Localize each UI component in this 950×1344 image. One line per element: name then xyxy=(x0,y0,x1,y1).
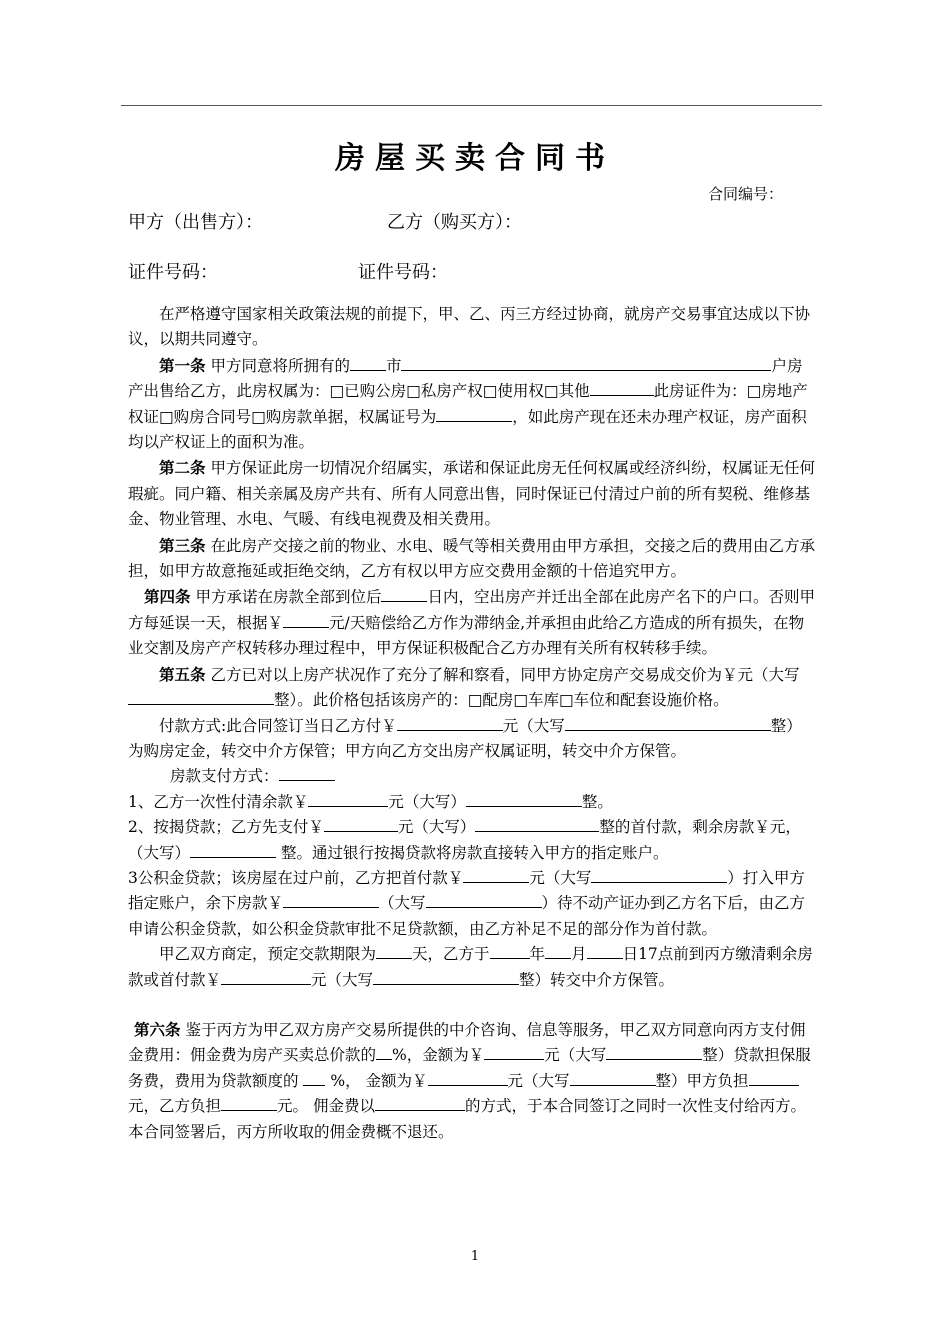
blank-line xyxy=(463,867,529,883)
article-6: 第六条 鉴于丙方为甲乙双方房产交易所提供的中介咨询、信息等服务，甲乙双方同意向丙方支付佣金费用：佣金费为房产买卖总价款的 %，金额为￥ 元（大写 整）贷款担保服务费，费用为贷款额度的 %， 金额为￥ 元（大写 整）甲方负担元，乙方负担 元。 佣金费以 的方式，于本合同签订之同时一次性支付给丙方。本合同签署后，丙方所收取的佣金费概不退还。 xyxy=(128,1019,811,1141)
blank-line xyxy=(466,791,582,807)
blank-line xyxy=(221,969,311,985)
blank-line xyxy=(375,1095,465,1111)
contract-number-label: 合同编号： xyxy=(708,185,784,203)
party-a-label: 甲方（出售方）： xyxy=(128,212,263,233)
blank-line xyxy=(428,1070,508,1086)
payment-deadline: 甲乙双方商定，预定交款期限为 天，乙方于 年 月 日17点前到丙方缴清剩余房款或首付款￥ 元（大写 整）转交中介方保管。 xyxy=(128,945,813,989)
payment-option-2: 2、按揭贷款；乙方先支付￥ 元（大写） 整的首付款，剩余房款￥元，（大写） 整。通过银行按揭贷款将房款直接转入甲方的指定账户。 xyxy=(128,818,801,862)
party-a-id-label: 证件号码： xyxy=(128,262,218,283)
blank-line xyxy=(283,612,329,628)
article-1-heading: 第一条 xyxy=(159,355,206,375)
article-4-heading: 第四条 xyxy=(144,587,191,607)
article-5-heading: 第五条 xyxy=(159,664,206,684)
article-4: 第四条 甲方承诺在房款全部到位后 日内，空出房产并迁出全部在此房产名下的户口。否则甲方每延误一天，根据￥ 元/天赔偿给乙方作为滞纳金,并承担由此给乙方造成的所有损失，在物业交割及房产产权转移办理过程中，甲方保证积极配合乙方办理有关所有权转移手续。 xyxy=(128,587,815,658)
intro-paragraph: 在严格遵守国家相关政策法规的前提下，甲、乙、丙三方经过协商，就房产交易事宜达成以下协议，以期共同遵守。 xyxy=(128,305,811,349)
blank-line xyxy=(590,380,654,396)
document-title: 房屋买卖合同书 xyxy=(335,141,615,176)
blank-line xyxy=(490,943,530,959)
blank-line xyxy=(426,892,542,908)
article-2-heading: 第二条 xyxy=(159,458,206,478)
payment-method: 房款支付方式： xyxy=(128,764,816,789)
blank-line xyxy=(350,355,386,371)
article-6-heading: 第六条 xyxy=(134,1019,181,1039)
blank-line xyxy=(376,943,412,959)
payment-option-3: 3公积金贷款；该房屋在过户前，乙方把首付款￥ 元（大写 ）打入甲方指定账户，余下房款￥ （大写 ）待不动产证办到乙方名下后，由乙方申请公积金贷款，如公积金贷款审批不足贷款额，由乙方补足不足的部分作为首付款。 xyxy=(128,868,806,938)
blank-line xyxy=(397,715,503,731)
header-rule xyxy=(121,105,822,106)
blank-line xyxy=(128,689,274,705)
blank-line xyxy=(190,842,276,858)
article-2: 第二条 甲方保证此房一切情况介绍属实，承诺和保证此房无任何权属或经济纠纷，权属证无任何瑕疵。同户籍、相关亲属及房产共有、所有人同意出售，同时保证已付清过户前的所有契税、维修基金、物业管理、水电、气暖、有线电视费及相关费用。 xyxy=(128,458,815,529)
blank-line xyxy=(606,1044,702,1060)
blank-line xyxy=(587,943,623,959)
payment-option-1: 1、乙方一次性付清余款￥ 元（大写） 整。 xyxy=(128,792,613,811)
article-3-heading: 第三条 xyxy=(159,535,206,555)
blank-line xyxy=(591,867,727,883)
blank-line xyxy=(373,969,519,985)
blank-line xyxy=(749,1070,799,1086)
article-5: 第五条 乙方已对以上房产状况作了充分了解和察看，同甲方协定房产交易成交价为￥元（大写整）。此价格包括该房产的：□配房□车库□车位和配套设施价格。 xyxy=(128,662,816,714)
blank-line xyxy=(283,892,379,908)
blank-line xyxy=(381,586,427,602)
blank-line xyxy=(303,1070,325,1086)
blank-line xyxy=(475,816,599,832)
party-b-id-label: 证件号码： xyxy=(358,262,448,283)
blank-line xyxy=(436,406,512,422)
article-3: 第三条 在此房产交接之前的物业、水电、暖气等相关费用由甲方承担，交接之后的费用由乙方承担，如甲方故意拖延或拒绝交纳，乙方有权以甲方应交费用金额的十倍追究甲方。 xyxy=(128,535,815,581)
article-1: 第一条 甲方同意将所拥有的 市 户房产出售给乙方，此房权属为：□已购公房□私房产权□使用权□其他 此房证件为：□房地产权证□购房合同号□购房款单据，权属证号为 ，如此房产现在还未办理产权证，房产面积均以产权证上的面积为准。 xyxy=(128,355,808,452)
blank-line xyxy=(308,791,388,807)
blank-line xyxy=(565,715,771,731)
blank-line xyxy=(570,1070,656,1086)
blank-line xyxy=(545,943,571,959)
blank-line xyxy=(279,765,335,781)
page-number: 1 xyxy=(470,1249,480,1264)
blank-line xyxy=(221,1095,277,1111)
blank-line xyxy=(324,816,398,832)
party-b-label: 乙方（购买方）： xyxy=(387,212,522,233)
blank-line xyxy=(401,355,771,371)
payment-terms: 付款方式:此合同签订当日乙方付￥ 元（大写 整）为购房定金，转交中介方保管；甲方向乙方交出房产权属证明，转交中介方保管。 xyxy=(128,716,802,760)
blank-line xyxy=(376,1044,392,1060)
contract-body xyxy=(128,302,816,1145)
blank-line xyxy=(484,1044,544,1060)
